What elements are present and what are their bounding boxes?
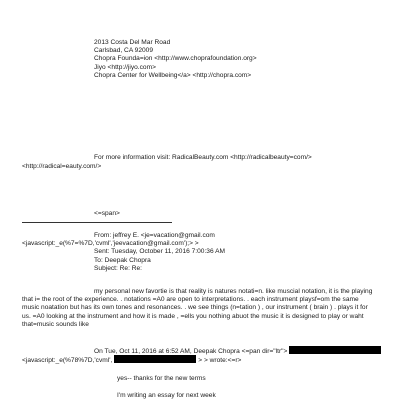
header-subject: Subject: Re: Re: (94, 264, 143, 272)
quote-wrote-text: > > wrote:<=r> (198, 357, 242, 364)
header-to: To: Deepak Chopra (94, 256, 151, 264)
message-header (22, 232, 225, 273)
address-jiyo-link: Jiyo <http://jiyo.com> (94, 63, 156, 71)
reply-thanks: yes-- thanks for the new terms (117, 375, 206, 382)
address-street: 2013 Costa Del Mar Road (94, 39, 171, 46)
address-block (94, 39, 257, 80)
redaction-bar-1 (289, 346, 381, 354)
header-from-line: From: jeffrey E. <je=vacation@gmail.com (94, 232, 215, 239)
header-from-javascript-line: <javascript:_e(%7=%7D,'cvml','jeevacation@gmail.com');> > (22, 240, 199, 248)
span-tag-text: <=span> (94, 210, 120, 217)
more-info-line-1: For more information visit: RadicalBeauty.com <http://radicalbeauty=com/> (94, 154, 312, 161)
body-paragraph: my personal new favortie is that reality is natures notati=n. like muscial notation, it is the playing that i= the root of the experience. . notations =A0 are open to interpretations. . each instrument playsf=om the same music noatation but has its own tones and resonances. . we see things (n=tation ) , our instrument ( brain ) . plays it for us. =A0 looking at the instrument and how it is made , =ells you nothing abuot the music it is designed to play or waht that=music sounds like (22, 288, 373, 328)
redaction-bar-2 (114, 355, 196, 363)
quote-javascript-text: <javascript:_e(%78%7D,'cvml', (22, 357, 113, 364)
divider-rule (22, 222, 172, 223)
quote-attribution: On Tue, Oct 11, 2016 at 6:52 AM, Deepak Chopra <=pan dir="ltr"> (94, 348, 288, 355)
reply-essay: I'm writing an essay for next week (117, 392, 216, 399)
more-info-line-2: <http://radical=eauty.com/> (22, 163, 102, 170)
header-sent: Sent: Tuesday, October 11, 2016 7:00:36 AM (94, 248, 225, 256)
quote-line-2 (22, 355, 241, 365)
address-city: Carlsbad, CA 92009 (94, 47, 154, 55)
address-foundation-link: Chopra Founda=ion <http://www.choprafoundation.org> (94, 55, 257, 63)
address-chopra-center-link: Chopra Center for Wellbeing</a> <http://chopra.com> (94, 71, 252, 79)
